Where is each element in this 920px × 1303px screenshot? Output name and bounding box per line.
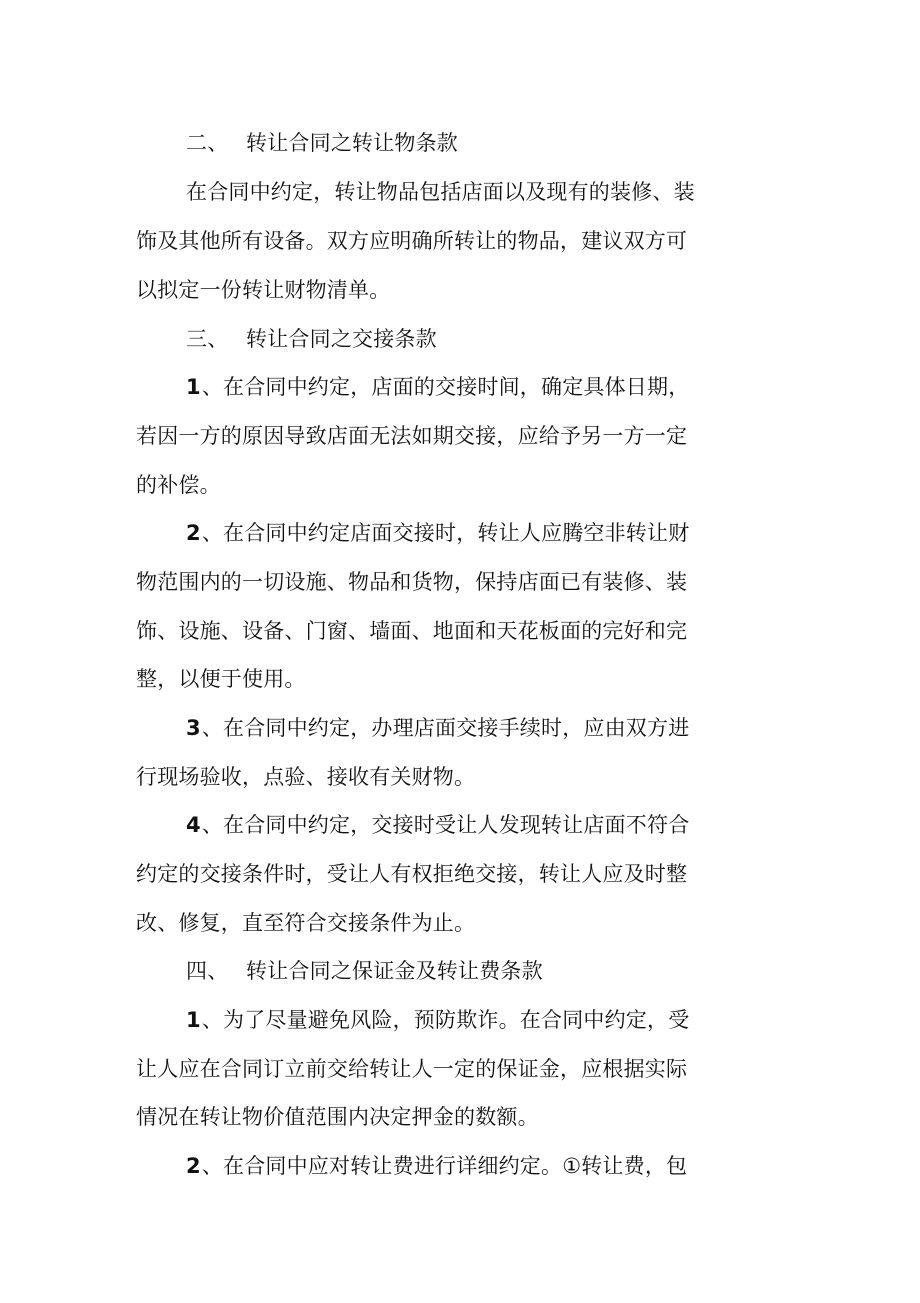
list-item-line: 让人应在合同订立前交给转让人一定的保证金，应根据实际 [136,1057,688,1081]
paragraph-line: 以拟定一份转让财物清单。 [136,278,391,302]
list-item-line: 约定的交接条件时，受让人有权拒绝交接，转让人应及时整 [136,862,688,886]
list-item-line: 改、修复，直至符合交接条件为止。 [136,911,476,935]
section-heading-text: 转让合同之交接条款 [246,327,437,351]
list-item-text: 、在合同中约定，店面的交接时间，确定具体日期， [201,375,690,399]
list-item-number: 1 [186,375,201,399]
section-heading-number: 三、 [186,327,229,351]
list-item-text: 、在合同中约定，办理店面交接手续时，应由双方进 [201,716,690,740]
list-item-line: 整，以便于使用。 [136,667,306,691]
section-heading-number: 四、 [186,959,229,983]
list-item-text: 、在合同中约定，交接时受让人发现转让店面不符合 [201,813,690,837]
section-heading-text: 转让合同之转让物条款 [246,131,458,155]
list-item-number: 1 [186,1008,201,1032]
section-heading [186,324,696,354]
list-item-line [186,372,696,402]
list-item-text: 、在合同中约定店面交接时，转让人应腾空非转让财 [201,521,690,545]
list-item-text: 、为了尽量避免风险，预防欺诈。在合同中约定，受 [201,1008,690,1032]
list-item-line [186,713,696,743]
list-item-line: 物范围内的一切设施、物品和货物，保持店面已有装修、装 [136,570,688,594]
list-item-line [186,810,696,840]
list-item-number: 2 [186,521,201,545]
list-item-line [186,1005,696,1035]
list-item-line: 行现场验收，点验、接收有关财物。 [136,765,476,789]
paragraph-line: 在合同中约定，转让物品包括店面以及现有的装修、装 [186,180,695,204]
section-heading [186,956,696,986]
list-item-line: 若因一方的原因导致店面无法如期交接，应给予另一方一定 [136,424,688,448]
list-item-line: 饰、设施、设备、门窗、墙面、地面和天花板面的完好和完 [136,619,688,643]
list-item-line: 的补偿。 [136,473,221,497]
list-item-line [186,1151,696,1181]
list-item-number: 4 [186,813,201,837]
section-heading-text: 转让合同之保证金及转让费条款 [246,959,543,983]
section-heading [186,128,696,158]
list-item-number: 2 [186,1154,201,1178]
list-item-line [186,518,696,548]
paragraph-line: 饰及其他所有设备。双方应明确所转让的物品，建议双方可 [136,229,688,253]
list-item-line: 情况在转让物价值范围内决定押金的数额。 [136,1105,539,1129]
list-item-text: 、在合同中应对转让费进行详细约定。①转让费，包 [201,1154,688,1178]
section-heading-number: 二、 [186,131,229,155]
list-item-number: 3 [186,716,201,740]
